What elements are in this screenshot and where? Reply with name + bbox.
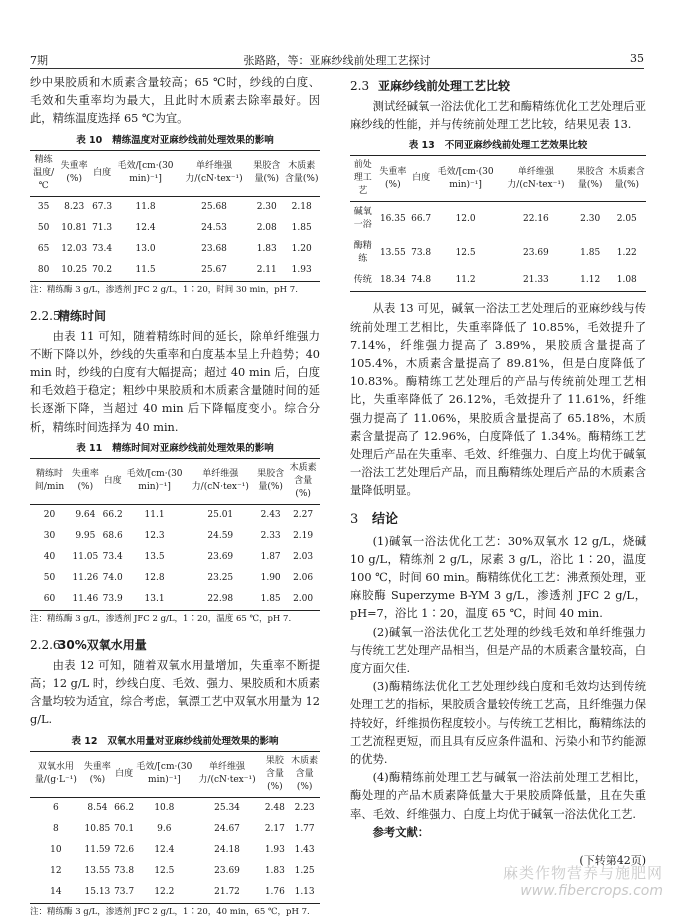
table-cell: 73.9 [102,593,123,604]
table-cell: 2.08 [256,222,277,233]
table-cell: 24.59 [207,530,234,541]
table-row [30,589,320,611]
col-header: 单纤维强力/(cN·tex⁻¹) [507,166,565,190]
col-header: 前处理工艺 [353,160,372,197]
section-title: 精练时间 [58,308,107,323]
watermark [503,862,663,899]
table-header-row [30,458,320,504]
table-cell: 60 [43,593,56,604]
table-cell: 1.25 [294,865,315,876]
table-cell: 传统 [353,275,372,286]
section-title: 结论 [372,511,399,527]
table-row [30,526,320,547]
table-cell: 68.6 [102,530,123,541]
table-cell: 1.08 [616,275,637,286]
table-row [30,504,320,526]
table12-number: 表 12 [71,735,98,747]
table11-caption [30,440,320,458]
running-title: 张路路，等：亚麻纱线前处理工艺探讨 [243,54,431,67]
table-cell: 酶精练 [353,241,372,265]
continued-note: (下转第42页) [579,853,646,867]
table-cell: 8.54 [87,802,108,813]
table-cell: 73.4 [92,243,113,254]
table-cell: 13.1 [144,593,165,604]
references-title: 参考文献： [372,825,430,839]
page-number: 35 [630,52,644,65]
table-row [30,819,320,840]
table-cell: 66.2 [114,802,135,813]
table-cell: 10.25 [61,264,88,275]
table-cell: 73.4 [102,551,123,562]
section-body: 由表 11 可知，随着精练时间的延长，除单纤维强力不断下降以外，纱线的失重率和白度基本呈上升趋势；40 min 时，纱线的白度有大幅提高；超过 40 min 后，白度和毛效趋于稳定；粗纱中果胶质和木质素含量随时间的延长逐渐下降，当超过 40 min 后下降幅度变小。综合分析，精练时间选择为 40 min. [30,329,320,434]
section-heading [350,74,646,98]
section-heading [30,304,320,328]
table-cell: 2.43 [260,509,281,520]
table-cell: 50 [37,222,50,233]
table-cell: 2.27 [293,509,314,520]
table-cell: 12.3 [144,530,165,541]
table-cell: 12.5 [455,247,476,258]
table-cell: 12.03 [61,243,88,254]
table-cell: 23.68 [201,243,227,254]
issue-number: 7期 [30,54,48,67]
col-header: 果胶含量(%) [253,161,281,185]
table-cell: 22.16 [523,213,549,224]
table-cell: 2.18 [291,201,312,212]
table-cell: 2.30 [256,201,277,212]
table12 [30,751,320,904]
table-row [30,196,320,218]
table-cell: 1.12 [580,275,601,286]
table-cell: 11.5 [135,264,156,275]
col-header: 失重率(%) [83,762,111,786]
table-cell: 12.4 [154,844,175,855]
section-number: 2.2.6 [30,637,61,652]
col-header: 毛效/[cm·(30 min)⁻¹] [117,161,174,185]
table-header-row [30,751,320,797]
table-cell: 2.48 [264,802,285,813]
table-cell: 24.53 [201,222,227,233]
table-cell: 9.6 [157,823,172,834]
table-cell: 1.90 [260,572,281,583]
table-header-row [30,150,320,196]
table-row [30,260,320,282]
table-cell: 11.05 [72,551,99,562]
table10-title: 精练温度对亚麻纱线前处理效果的影响 [112,134,274,146]
table-cell: 71.3 [92,222,113,233]
table-row [30,840,320,861]
col-header: 白度 [103,475,122,486]
section-body: 测试经碱氧一浴法优化工艺和酶精练优化工艺处理后亚麻纱线的性能，并与传统前处理工艺比较，结果见表 13. [350,100,646,132]
table-cell: 50 [43,572,56,583]
table-cell: 70.2 [92,264,113,275]
table-cell: 23.69 [214,865,240,876]
col-header: 木质素含量(%) [291,755,319,792]
table12-caption [30,733,320,751]
table-cell: 12.2 [154,886,175,897]
table13 [350,155,646,292]
table-cell: 2.17 [264,823,285,834]
table10-caption [30,132,320,150]
table-cell: 2.00 [293,593,314,604]
table-cell: 6 [52,802,59,813]
table-cell: 9.95 [75,530,96,541]
col-header: 失重率(%) [71,469,99,493]
col-header: 果胶含量(%) [576,166,604,190]
section-number: 2.2.5 [30,308,61,323]
table-cell: 11.2 [455,275,476,286]
col-header: 毛效/[cm·(30 min)⁻¹] [437,166,494,190]
table-cell: 74.0 [102,572,123,583]
table-cell: 碱氧一浴 [353,207,372,231]
conclusion-item: (3)酶精练法优化工艺处理纱线白度和毛效均达到传统处理工艺的指标，果胶质含量较传统工艺高，且纤维强力保持较好，纤维损伤程度较小。与传统工艺相比，酶精练法的工艺流程更短，而且具有反应条件温和、污染小和节约能源的优势. [350,680,646,767]
table-cell: 9.64 [75,509,96,520]
table-row [30,882,320,904]
conclusion-item: (4)酶精练前处理工艺与碱氧一浴法前处理工艺相比，酶处理的产品木质素降低量大于果胶质降低量，且在失重率、毛效、纤维强力、白度上均优于碱氧一浴法优化工艺. [350,771,646,821]
table-cell: 23.69 [523,247,549,258]
col-header: 木质素含量(%) [289,462,317,499]
table-cell: 13.55 [84,865,111,876]
table-cell: 24.67 [214,823,240,834]
col-header: 失重率(%) [379,166,407,190]
table12-note: 注：精练酶 3 g/L，渗透剂 JFC 2 g/L，1∶20，40 min，65 ℃，pH 7. [30,906,310,917]
col-header: 单纤维强力/(cN·tex⁻¹) [198,762,256,786]
table-cell: 1.43 [294,844,315,855]
table-cell: 25.67 [201,264,227,275]
col-header: 木质素含量(%) [608,166,645,190]
table-cell: 13.0 [135,243,156,254]
header-rule [30,68,644,69]
table-cell: 10.81 [61,222,88,233]
table11-note: 注：精练酶 3 g/L，渗透剂 JFC 2 g/L，1∶20，温度 65 ℃，pH 7. [30,613,292,624]
table13-caption [350,137,646,155]
table-cell: 35 [37,201,50,212]
section-title: 30%双氧水用量 [58,637,147,652]
section-body: 由表 12 可知，随着双氧水用量增加，失重率不断提高；12 g/L 时，纱线白度、毛效、强力、果胶质和木质素含量均较为适宜，综合考虑，氧漂工艺中双氧水用量为 12 g/L. [30,658,320,727]
table-cell: 1.85 [291,222,312,233]
table-cell: 15.13 [84,886,111,897]
table-cell: 1.13 [294,886,315,897]
table-cell: 8 [52,823,59,834]
table-row [30,797,320,819]
table-cell: 11.46 [72,593,99,604]
table-cell: 8.23 [64,201,85,212]
table11-body [30,504,320,610]
conclusion-item: (2)碱氧一浴法优化工艺处理的纱线毛效和单纤维强力与传统工艺处理产品相当，但是产品的木质素含量较高，白度方面欠佳. [350,625,646,676]
table13-title: 不同亚麻纱线前处理工艺效果比较 [444,140,588,152]
table-cell: 1.93 [264,844,285,855]
table-cell: 65 [37,243,50,254]
table-cell: 20 [43,509,56,520]
table-row [30,239,320,260]
table-cell: 2.19 [293,530,314,541]
table-cell: 1.85 [260,593,281,604]
col-header: 精练温度/℃ [33,154,55,191]
table-cell: 1.77 [294,823,315,834]
table-cell: 1.22 [616,247,637,258]
page-header [30,52,644,68]
table-cell: 13.55 [379,247,406,258]
table-cell: 1.83 [256,243,277,254]
table-cell: 16.35 [379,213,406,224]
section-number: 2.3 [350,79,370,93]
table-cell: 66.2 [102,509,123,520]
table-cell: 2.05 [616,213,637,224]
table12-body [30,797,320,903]
intro-paragraph: 纱中果胶质和木质素含量较高；65 ℃时，纱线的白度、毛效和失重率均为最大，且此时木质素去除率最好。因此，精练温度选择 65 ℃为宜。 [30,76,320,126]
section-heading [350,507,646,533]
col-header: 木质素含量(%) [284,161,319,185]
table-cell: 73.8 [411,247,432,258]
table11-number: 表 11 [76,442,103,454]
table-row [30,547,320,568]
table11 [30,458,320,611]
watermark-name: 麻类作物营养与施肥网 [502,864,663,882]
col-header: 单纤维强力/(cN·tex⁻¹) [191,469,249,493]
col-header: 精练时间/min [34,469,65,493]
table-cell: 24.18 [214,844,240,855]
table-cell: 10.8 [154,802,175,813]
table-row [350,202,646,237]
table-cell: 73.7 [114,886,135,897]
section-title: 亚麻纱线前处理工艺比较 [378,79,511,93]
table-cell: 40 [43,551,56,562]
table-cell: 1.20 [291,243,312,254]
table-cell: 12.8 [144,572,165,583]
table10 [30,150,320,282]
table-cell: 2.03 [293,551,314,562]
right-column [350,74,646,870]
table-cell: 10 [50,844,62,855]
col-header: 毛效/[cm·(30 min)⁻¹] [136,762,193,786]
table-cell: 70.1 [114,823,135,834]
table-cell: 67.3 [92,201,113,212]
table13-number: 表 13 [408,140,435,152]
table-cell: 25.01 [207,509,234,520]
table10-body [30,196,320,281]
table12-title: 双氧水用量对亚麻纱线前处理效果的影响 [107,735,279,747]
table-cell: 1.87 [260,551,281,562]
table-cell: 21.72 [214,886,240,897]
table-cell: 23.69 [207,551,234,562]
col-header: 果胶含量(%) [257,469,285,493]
table-cell: 1.85 [580,247,601,258]
table-cell: 23.25 [207,572,234,583]
col-header: 果胶含量(%) [265,755,284,792]
table-row [30,861,320,882]
analysis-paragraph: 从表 13 可见，碱氧一浴法工艺处理后的亚麻纱线与传统前处理工艺相比，失重率降低了 10.85%，毛效提升了 7.14%，纤维强力提高了 3.89%，果胶质含量提高了 105.4%，木质素含量提高了 89.81%，但是白度降低了 10.83%。酶精练工艺处理后的产品与传统前处理工艺相比，失重率降低了 26.12%，毛效提升了 11.61%，纤维强力提高了 11.06%，果胶质含量提高了 65.18%，木质素含量提高了 12.96%，白度降低了 1.34%。酶精练工艺处理后产品在失重率、毛效、纤维强力、白度上均优于碱氧一浴法工艺处理后产品，而且酶精练处理后产品的木质素含量降低明显。 [350,302,646,498]
watermark-url: www.fibercrops.com [520,883,663,899]
table-cell: 66.7 [411,213,432,224]
section-number: 3 [350,511,359,527]
table-cell: 1.93 [291,264,312,275]
col-header: 白度 [93,167,112,178]
table-cell: 25.34 [214,802,240,813]
table-cell: 12.0 [455,213,476,224]
table-cell: 30 [43,530,56,541]
table-cell: 18.34 [379,275,406,286]
left-column [30,74,320,919]
table10-number: 表 10 [76,134,103,146]
table-row [350,236,646,270]
table-cell: 11.59 [84,844,111,855]
table-cell: 13.5 [144,551,165,562]
table-cell: 73.8 [114,865,135,876]
table-cell: 2.30 [580,213,601,224]
col-header: 白度 [115,768,134,779]
table-cell: 2.06 [293,572,314,583]
col-header: 双氧水用量/(g·L⁻¹) [34,762,77,786]
table-cell: 11.26 [72,572,99,583]
table-cell: 10.85 [84,823,111,834]
table-cell: 12.4 [135,222,156,233]
table-cell: 12 [50,865,62,876]
table-cell: 22.98 [207,593,234,604]
table-cell: 1.83 [264,865,285,876]
table-cell: 12.5 [154,865,175,876]
table10-note: 注：精练酶 3 g/L，渗透剂 JFC 2 g/L，1∶20，时间 30 min，pH 7. [30,284,298,295]
table-cell: 11.8 [135,201,156,212]
table-header-row [350,156,646,202]
conclusion-item: (1)碱氧一浴法优化工艺：30%双氧水 12 g/L，烧碱 10 g/L，精练剂 2 g/L，尿素 3 g/L，浴比 1∶20，温度 100 ℃，时间 60 min。酶精练优化工艺：沸煮预处理，亚麻胶酶 Superzyme B-YM 3 g/L，渗透剂 JFC 2 g/L，pH=7，浴比 1∶20，温度 65 ℃，时间 40 min. [350,534,646,621]
col-header: 单纤维强力/(cN·tex⁻¹) [185,161,243,185]
table-cell: 11.1 [144,509,165,520]
section-heading [30,633,320,657]
table-cell: 2.23 [294,802,315,813]
col-header: 毛效/[cm·(30 min)⁻¹] [126,469,183,493]
col-header: 失重率(%) [60,161,88,185]
table-cell: 74.8 [411,275,432,286]
table-row [350,270,646,292]
table-row [30,568,320,589]
table-cell: 21.33 [523,275,549,286]
table-cell: 2.33 [260,530,281,541]
table13-body [350,202,646,292]
table-row [30,218,320,239]
col-header: 白度 [412,173,431,184]
table-cell: 72.6 [114,844,135,855]
table11-title: 精练时间对亚麻纱线前处理效果的影响 [112,442,274,454]
table-cell: 80 [37,264,50,275]
table-cell: 1.76 [264,886,285,897]
table-cell: 25.68 [201,201,227,212]
table-cell: 14 [50,886,62,897]
table-cell: 2.11 [256,264,277,275]
